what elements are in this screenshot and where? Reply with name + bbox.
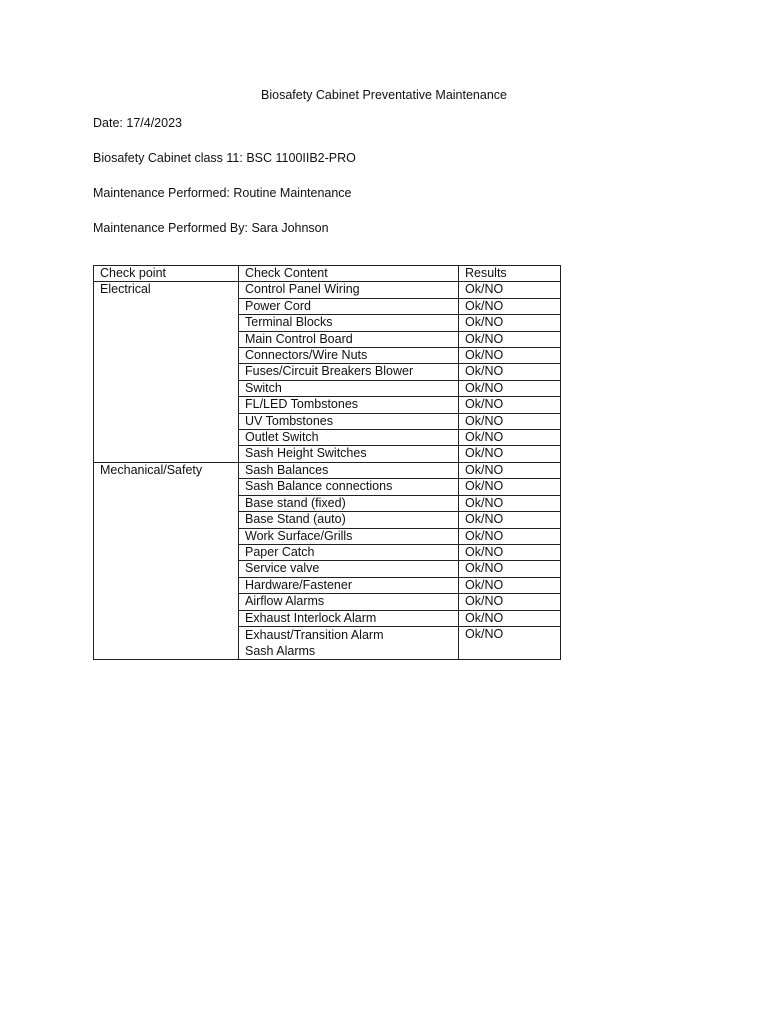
check-content-cell: Hardware/Fastener [239, 577, 459, 593]
date-value: 17/4/2023 [126, 116, 182, 130]
result-cell: Ok/NO [459, 298, 561, 314]
maintenance-value: Routine Maintenance [233, 186, 352, 200]
check-content-cell: Control Panel Wiring [239, 282, 459, 298]
check-content-cell [239, 626, 459, 659]
check-content-cell: FL/LED Tombstones [239, 397, 459, 413]
result-cell: Ok/NO [459, 364, 561, 380]
table-header-row [94, 266, 561, 282]
check-content-cell: Airflow Alarms [239, 594, 459, 610]
result-cell: Ok/NO [459, 331, 561, 347]
check-content-cell: Connectors/Wire Nuts [239, 348, 459, 364]
check-content-cell: Work Surface/Grills [239, 528, 459, 544]
result-cell: Ok/NO [459, 446, 561, 462]
check-content-cell: Sash Balance connections [239, 479, 459, 495]
result-cell: Ok/NO [459, 561, 561, 577]
check-content-cell: Sash Height Switches [239, 446, 459, 462]
performed-by-value: Sara Johnson [251, 221, 329, 235]
maintenance-label: Maintenance Performed: [93, 186, 230, 200]
result-cell: Ok/NO [459, 348, 561, 364]
header-check-content: Check Content [239, 266, 459, 282]
result-cell: Ok/NO [459, 512, 561, 528]
result-cell: Ok/NO [459, 528, 561, 544]
performed-by-label: Maintenance Performed By: [93, 221, 248, 235]
result-cell: Ok/NO [459, 430, 561, 446]
result-cell: Ok/NO [459, 544, 561, 560]
check-content-cell: Power Cord [239, 298, 459, 314]
result-cell: Ok/NO [459, 397, 561, 413]
cabinet-label: Biosafety Cabinet class 11: [93, 151, 243, 165]
table-row [94, 282, 561, 298]
check-content-cell: Sash Balances [239, 462, 459, 478]
performed-by-line [93, 220, 329, 236]
check-content-cell: Main Control Board [239, 331, 459, 347]
header-results: Results [459, 266, 561, 282]
result-cell: Ok/NO [459, 594, 561, 610]
result-cell: Ok/NO [459, 577, 561, 593]
check-content-cell: UV Tombstones [239, 413, 459, 429]
check-content-line: Sash Alarms [245, 643, 316, 658]
group-electrical: Electrical [94, 282, 239, 462]
result-cell: Ok/NO [459, 479, 561, 495]
result-cell: Ok/NO [459, 380, 561, 396]
check-content-cell: Base Stand (auto) [239, 512, 459, 528]
result-cell: Ok/NO [459, 282, 561, 298]
result-cell: Ok/NO [459, 610, 561, 626]
maintenance-checklist-table [93, 265, 561, 660]
check-content-cell: Exhaust Interlock Alarm [239, 610, 459, 626]
document-title: Biosafety Cabinet Preventative Maintenance [261, 88, 507, 102]
maintenance-line [93, 185, 352, 201]
check-content-cell: Paper Catch [239, 544, 459, 560]
check-content-line: Exhaust/Transition Alarm [245, 627, 384, 642]
result-cell: Ok/NO [459, 413, 561, 429]
header-check-point: Check point [94, 266, 239, 282]
result-cell: Ok/NO [459, 626, 561, 659]
result-cell: Ok/NO [459, 462, 561, 478]
check-content-cell: Terminal Blocks [239, 315, 459, 331]
check-content-cell: Switch [239, 380, 459, 396]
date-label: Date: [93, 116, 123, 130]
result-cell: Ok/NO [459, 315, 561, 331]
cabinet-value: BSC 1100IIB2-PRO [246, 151, 356, 165]
check-content-cell: Outlet Switch [239, 430, 459, 446]
date-line [93, 115, 182, 131]
group-mechanical-safety: Mechanical/Safety [94, 462, 239, 659]
result-cell: Ok/NO [459, 495, 561, 511]
check-content-cell: Service valve [239, 561, 459, 577]
check-content-cell: Base stand (fixed) [239, 495, 459, 511]
check-content-cell: Fuses/Circuit Breakers Blower [239, 364, 459, 380]
cabinet-line [93, 150, 356, 166]
table-row [94, 462, 561, 478]
